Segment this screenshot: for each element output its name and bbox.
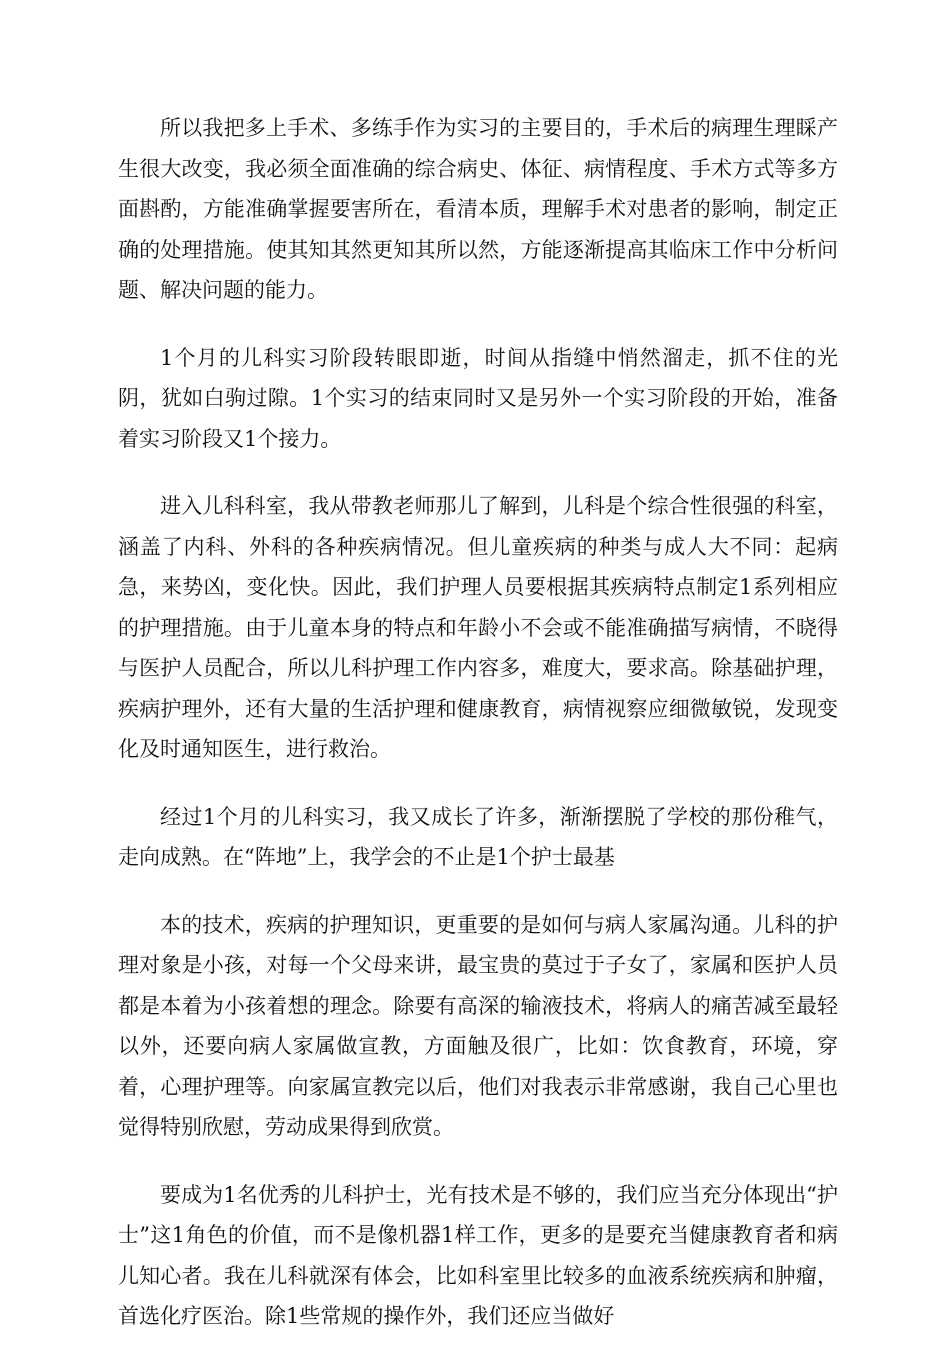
paragraph: 本的技术，疾病的护理知识，更重要的是如何与病人家属沟通。儿科的护理对象是小孩，对每一个父母来讲，最宝贵的莫过于子女了，家属和医护人员都是本着为小孩着想的理念。除要有高深的输液技术，将病人的痛苦减至最轻以外，还要向病人家属做宣教，方面触及很广，比如：饮食教育，环境，穿着，心理护理等。向家属宣教完以后，他们对我表示非常感谢，我自己心里也觉得特别欣慰，劳动成果得到欣赏。: [118, 912, 838, 1139]
paragraph: 经过1个月的儿科实习，我又成长了许多，渐渐摆脱了学校的那份稚气，走向成熟。在“阵地”上，我学会的不止是1个护士最基: [118, 804, 838, 869]
paragraph: 1个月的儿科实习阶段转眼即逝，时间从指缝中悄然溜走，抓不住的光阴，犹如白驹过隙。1个实习的结束同时又是另外一个实习阶段的开始，准备着实习阶段又1个接力。: [118, 345, 838, 451]
document-page: [118, 108, 838, 1364]
paragraph: 进入儿科科室，我从带教老师那儿了解到，儿科是个综合性很强的科室，涵盖了内科、外科的各种疾病情况。但儿童疾病的种类与成人大不同：起病急，来势凶，变化快。因此，我们护理人员要根据其疾病特点制定1系列相应的护理措施。由于儿童本身的特点和年龄小不会或不能准确描写病情，不晓得与医护人员配合，所以儿科护理工作内容多，难度大，要求高。除基础护理，疾病护理外，还有大量的生活护理和健康教育，病情视察应细微敏锐，发现变化及时通知医生，进行救治。: [118, 494, 838, 761]
paragraph: 要成为1名优秀的儿科护士，光有技术是不够的，我们应当充分体现出“护士”这1角色的价值，而不是像机器1样工作，更多的是要充当健康教育者和病儿知心者。我在儿科就深有体会，比如科室里比较多的血液系统疾病和肿瘤，首选化疗医治。除1些常规的操作外，我们还应当做好: [118, 1182, 838, 1328]
paragraph: 所以我把多上手术、多练手作为实习的主要目的，手术后的病理生理睬产生很大改变，我必须全面准确的综合病史、体征、病情程度、手术方式等多方面斟酌，方能准确掌握要害所在，看清本质，理解手术对患者的影响，制定正确的处理措施。使其知其然更知其所以然，方能逐渐提高其临床工作中分析问题、解决问题的能力。: [118, 116, 838, 302]
